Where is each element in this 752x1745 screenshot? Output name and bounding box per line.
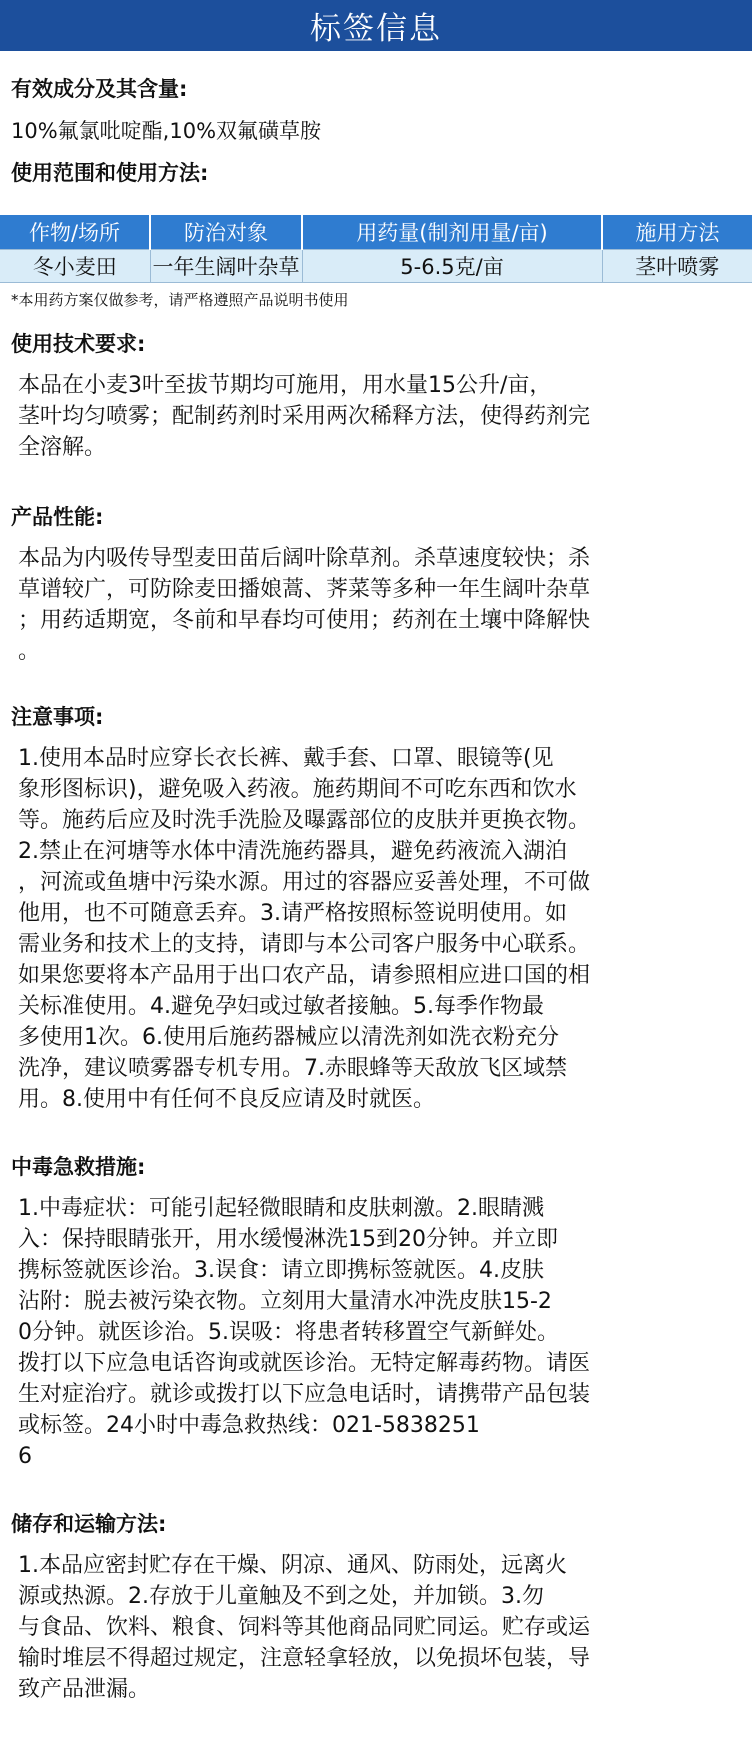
- performance-heading: 产品性能:: [11, 505, 104, 529]
- ingredients-heading: 有效成分及其含量:: [11, 77, 188, 101]
- tech-text: 本品在小麦3叶至拔节期均可施用，用水量15公升/亩， 茎叶均匀喷雾；配制药剂时采用两次稀释方法，使得药剂完 全溶解。: [18, 373, 591, 460]
- column-header: 作物/场所: [0, 215, 150, 250]
- page-title: 标签信息: [310, 11, 442, 47]
- dosage-table: [0, 215, 752, 283]
- first-aid-text: 1.中毒症状：可能引起轻微眼睛和皮肤刺激。2.眼睛溅 入：保持眼睛张开，用水缓慢淋洗15到20分钟。并立即 携标签就医诊治。3.误食：请立即携标签就医。4.皮肤 沾附：脱去被污染衣物。立刻用大量清水冲洗皮肤15-2 0分钟。就医诊治。5.误吸：将患者转移置空气新鲜处。 拨打以下应急电话咨询或就医诊治。无特定解毒药物。请医 生对症治疗。就诊或拨打以下应急电话时，请携带产品包装 或标签。24小时中毒急救热线：021-5838251 6: [18, 1196, 591, 1469]
- performance-text: 本品为内吸传导型麦田苗后阔叶除草剂。杀草速度较快；杀 草谱较广，可防除麦田播娘蒿、荠菜等多种一年生阔叶杂草 ；用药适期宽，冬前和早春均可使用；药剂在土壤中降解快 。: [18, 546, 591, 664]
- table-cell: 茎叶喷雾: [602, 250, 752, 283]
- dosage-table-header: [0, 215, 752, 250]
- table-cell: 5-6.5克/亩: [302, 250, 602, 283]
- ingredients-value: 10%氟氯吡啶酯,10%双氟磺草胺: [11, 119, 322, 143]
- tech-heading: 使用技术要求:: [11, 332, 146, 356]
- page-title-bar: [0, 0, 752, 51]
- usage-heading: 使用范围和使用方法:: [11, 161, 209, 185]
- cautions-heading: 注意事项:: [11, 705, 104, 729]
- column-header: 施用方法: [602, 215, 752, 250]
- column-header: 用药量(制剂用量/亩): [302, 215, 602, 250]
- table-cell: 一年生阔叶杂草: [150, 250, 302, 283]
- dosage-footnote: *本用药方案仅做参考，请严格遵照产品说明书使用: [11, 291, 349, 309]
- storage-text: 1.本品应密封贮存在干燥、阴凉、通风、防雨处，远离火 源或热源。2.存放于儿童触及不到之处，并加锁。3.勿 与食品、饮料、粮食、饲料等其他商品同贮同运。贮存或运 输时堆层不得超过规定，注意轻拿轻放，以免损坏包装，导 致产品泄漏。: [18, 1553, 591, 1702]
- cautions-text: 1.使用本品时应穿长衣长裤、戴手套、口罩、眼镜等(见 象形图标识)，避免吸入药液。施药期间不可吃东西和饮水 等。施药后应及时洗手洗脸及曝露部位的皮肤并更换衣物。 2.禁止在河塘等水体中清洗施药器具，避免药液流入湖泊 ，河流或鱼塘中污染水源。用过的容器应妥善处理，不可做 他用，也不可随意丢弃。3.请严格按照标签说明使用。如 需业务和技术上的支持，请即与本公司客户服务中心联系。 如果您要将本产品用于出口农产品，请参照相应进口国的相 关标准使用。4.避免孕妇或过敏者接触。5.每季作物最 多使用1次。6.使用后施药器械应以清洗剂如洗衣粉充分 洗净，建议喷雾器专机专用。7.赤眼蜂等天敌放飞区域禁 用。8.使用中有任何不良反应请及时就医。: [18, 746, 591, 1112]
- table-row: [0, 250, 752, 283]
- storage-heading: 储存和运输方法:: [11, 1512, 167, 1536]
- column-header: 防治对象: [150, 215, 302, 250]
- first-aid-heading: 中毒急救措施:: [11, 1155, 146, 1179]
- table-cell: 冬小麦田: [0, 250, 150, 283]
